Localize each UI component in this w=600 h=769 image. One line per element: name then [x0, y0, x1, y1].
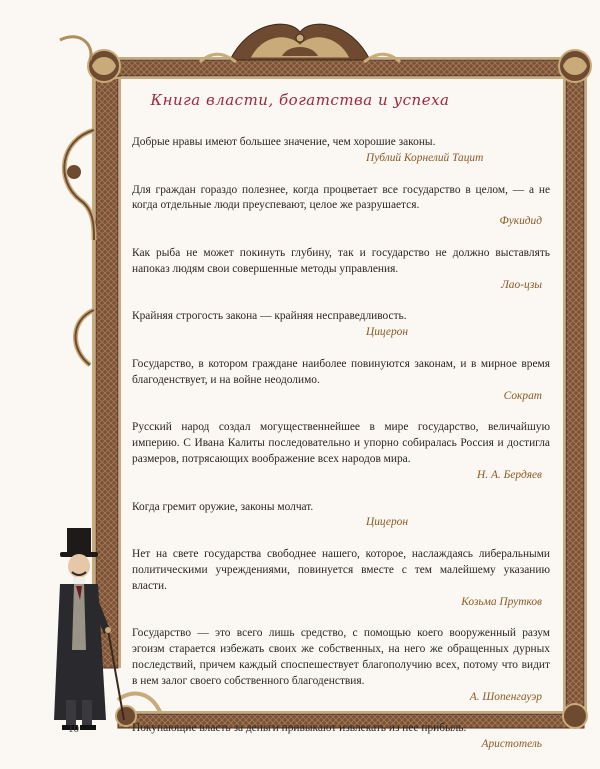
- page-number: 10: [68, 723, 79, 735]
- quote-author: Козьма Прутков: [461, 595, 542, 608]
- book-title: Книга власти, богатства и успеха: [150, 91, 450, 109]
- quote-author: Лао-цзы: [501, 278, 542, 291]
- bottom-right-corner-ornament: [563, 704, 587, 728]
- quote-item: [132, 420, 550, 483]
- quotes-list: [132, 135, 550, 769]
- quote-item: [132, 626, 550, 705]
- quote-author: Аристотель: [481, 738, 542, 751]
- quote-text: Покупающие власть за деньги привыкают извлекать из нее прибыль.: [132, 722, 467, 735]
- quote-author: Публий Корнелий Тацит: [366, 151, 484, 164]
- quote-text: Государство, в котором граждане наиболее повинуются законам, и в мирное время благоденствует, и на войне неодолимо.: [132, 357, 550, 386]
- top-cartouche-ornament: [200, 24, 400, 62]
- quote-author: Сократ: [503, 389, 542, 402]
- quote-item: [132, 135, 550, 167]
- quote-item: [132, 246, 550, 293]
- quote-text: Когда гремит оружие, законы молчат.: [132, 500, 314, 513]
- quote-text: Государство — это всего лишь средство, с помощью коего вооруженный разум эгоизм старается избежать своих же собственных, на него же обращенных дурных последствий, причем каждый споспешествует благополучию всех, потому что видит в нем залог своего собственного благоденствия.: [132, 627, 550, 687]
- quote-text: Нет на свете государства свободнее нашего, которое, наслаждаясь либеральными политическими учреждениями, повинуется вместе с тем малейшему указанию власти.: [132, 548, 550, 592]
- quote-text: Русский народ создал могущественнейшее в мире государство, величайшую империю. С Ивана Калиты последовательно и упорно собиралась Россия и достигла размеров, потрясающих воображение всех народов мира.: [132, 421, 550, 465]
- quote-author: Цицерон: [366, 516, 408, 529]
- quote-text: Для граждан гораздо полезнее, когда процветает все государство в целом, — а не когда отдельные люди преуспевают, целое же разрушается.: [132, 183, 550, 212]
- quote-item: [132, 183, 550, 230]
- quote-author: А. Шопенгауэр: [469, 690, 542, 703]
- quote-text: Как рыба не может покинуть глубину, так и государство не должно выставлять напоказ людям свои совершенные методы управления.: [132, 246, 550, 275]
- left-side-scroll-ornament: [64, 130, 94, 365]
- quote-item: [132, 357, 550, 404]
- quote-author: Цицерон: [366, 326, 408, 339]
- quote-item: [132, 500, 550, 532]
- quote-item: [132, 309, 550, 341]
- quote-author: Фукидид: [499, 215, 542, 228]
- top-left-corner-ornament: [60, 37, 120, 82]
- quote-text: Добрые нравы имеют большее значение, чем хорошие законы.: [132, 136, 436, 148]
- quote-author: Н. А. Бердяев: [477, 468, 542, 481]
- quote-text: Крайняя строгость закона — крайняя несправедливость.: [132, 310, 407, 323]
- quote-item: [132, 547, 550, 610]
- gentleman-illustration: [40, 520, 130, 732]
- quote-item: [132, 721, 550, 753]
- top-right-corner-ornament: [559, 50, 591, 82]
